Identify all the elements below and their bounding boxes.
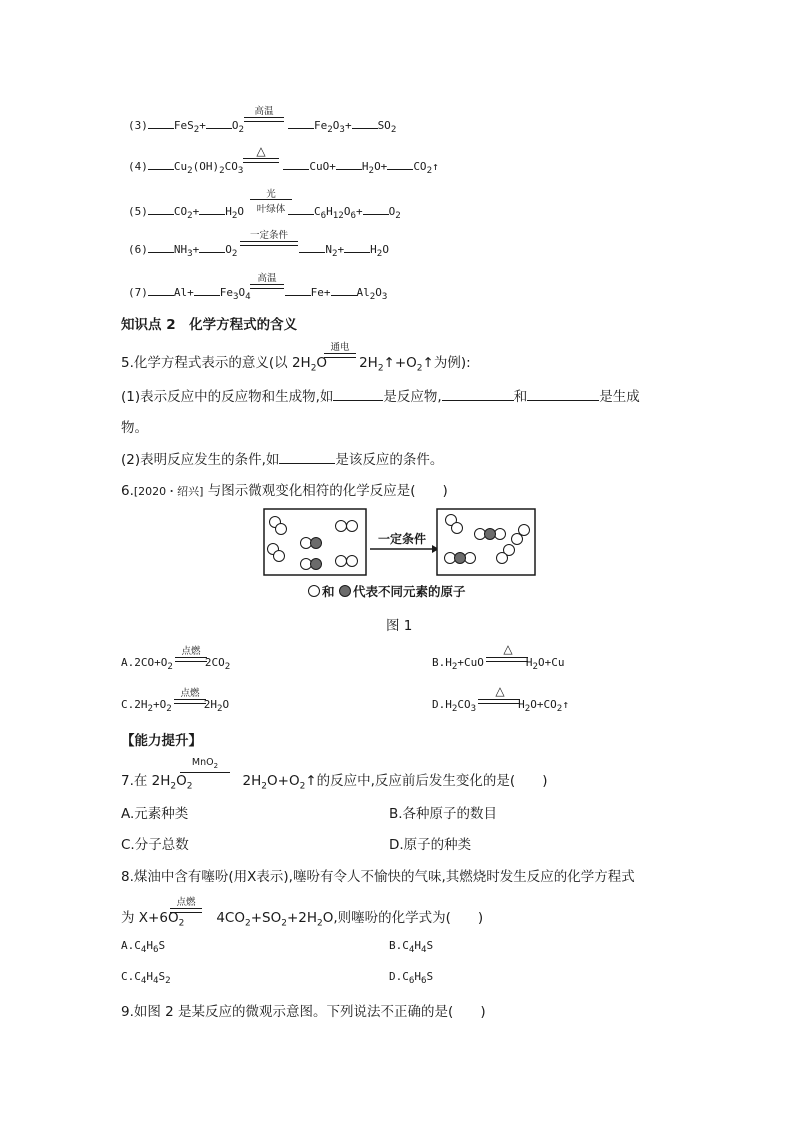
answer-blank[interactable] <box>279 451 335 464</box>
plus: + <box>344 119 352 132</box>
subscript: 4 <box>140 944 147 956</box>
text: 6. <box>121 483 134 499</box>
reaction-condition: △ <box>495 684 505 698</box>
item-number: (3) <box>128 119 148 132</box>
subscript: 2 <box>231 210 238 222</box>
text: 是该反应的条件。 <box>335 452 444 468</box>
formula: H <box>225 205 232 218</box>
subscript: 2 <box>187 210 193 222</box>
reaction-condition: 点燃 <box>176 897 196 908</box>
subscript: 2 <box>224 661 231 673</box>
equals-sign <box>486 657 528 662</box>
text: C.2H <box>121 698 148 711</box>
text: 2H <box>242 773 262 789</box>
subscript: 2 <box>369 291 376 303</box>
subscript: 2 <box>166 703 172 715</box>
formula: Al+ <box>173 286 194 299</box>
text: +SO <box>250 910 282 926</box>
text: CO <box>457 698 471 711</box>
formula: CuO+ <box>309 160 336 173</box>
gas-arrow: ↑ <box>562 698 569 711</box>
text: ↑的反应中,反应前后发生变化的是( ) <box>305 773 548 789</box>
reaction-condition: 点燃 <box>181 646 201 657</box>
equals-sign <box>324 353 356 358</box>
formula: Al <box>356 286 370 299</box>
subscript: 2 <box>186 781 193 792</box>
plus: + <box>199 119 206 132</box>
legend-white-atom <box>309 586 320 597</box>
subscript: 2 <box>377 363 384 374</box>
text: H <box>146 970 154 983</box>
equals-sign <box>478 699 520 704</box>
text: 2H <box>359 355 378 371</box>
subscript: 2 <box>170 781 177 792</box>
question-9-stem: 9.如图 2 是某反应的微观示意图。下列说法不正确的是( ) <box>121 1004 486 1020</box>
figure-1-diagram <box>262 506 540 602</box>
question-6-stem <box>121 479 448 499</box>
text: O <box>176 773 187 789</box>
text: S <box>158 970 166 983</box>
formula: O <box>343 205 351 218</box>
subscript: 12 <box>332 210 344 222</box>
white-atom <box>445 553 456 564</box>
q8-option-a[interactable] <box>121 939 165 955</box>
equals-sign <box>240 241 298 246</box>
formula: O <box>388 205 396 218</box>
gray-atom <box>311 559 322 570</box>
formula: O <box>231 119 239 132</box>
subscript: 2 <box>281 918 287 929</box>
reaction-condition: 高温 <box>254 106 274 117</box>
equation-4 <box>128 157 439 176</box>
white-atom <box>336 556 347 567</box>
subscript: 4 <box>245 291 251 303</box>
gray-atom <box>311 538 322 549</box>
reaction-bar <box>250 199 292 200</box>
subscript: 2 <box>451 661 458 673</box>
formula: (OH) <box>192 160 220 173</box>
gray-atom <box>485 529 496 540</box>
text: ↑为例): <box>422 355 471 371</box>
subscript: 2 <box>167 661 173 673</box>
text: +O <box>153 698 167 711</box>
formula: Fe <box>219 286 233 299</box>
formula: O <box>225 243 232 256</box>
equals-sign <box>174 699 206 704</box>
item-number: (4) <box>128 160 148 173</box>
item-number: (5) <box>128 205 148 218</box>
subscript: 6 <box>320 210 327 222</box>
subscript: 2 <box>451 703 458 715</box>
subscript: 3 <box>339 124 345 136</box>
arrow-label: 一定条件 <box>377 532 427 546</box>
white-atom <box>276 524 287 535</box>
plus: + <box>355 205 363 218</box>
subscript: 2 <box>390 124 397 136</box>
subscript: 3 <box>470 703 477 715</box>
reaction-condition: 点燃 <box>180 688 200 699</box>
formula: FeS <box>173 119 194 132</box>
reaction-condition: 通电 <box>330 342 350 353</box>
subscript: 2 <box>217 703 223 715</box>
text: 和 <box>513 389 528 405</box>
text: 4CO <box>216 910 245 926</box>
subscript: 4 <box>408 944 415 956</box>
subscript: 2 <box>327 124 333 136</box>
white-atom <box>519 525 530 536</box>
white-atom <box>465 553 476 564</box>
subscript: 2 <box>317 918 323 929</box>
equals-sign <box>244 117 284 122</box>
white-atom <box>497 553 508 564</box>
reaction-bar <box>180 772 230 773</box>
subscript: 3 <box>381 291 388 303</box>
reaction-condition-top: 光 <box>266 189 276 200</box>
subscript: 2 <box>395 210 401 222</box>
subscript: 2 <box>368 165 375 177</box>
question-5-part-1 <box>121 385 640 405</box>
subscript: 3 <box>187 248 193 260</box>
reaction-condition: 一定条件 <box>249 230 288 241</box>
subscript: 2 <box>416 363 423 374</box>
reaction-condition <box>180 757 230 770</box>
text: H <box>518 698 525 711</box>
text: D.H <box>432 698 452 711</box>
subscript: 2 <box>524 703 531 715</box>
subscript: 2 <box>299 781 306 792</box>
subscript: 6 <box>421 975 427 987</box>
subscript: 2 <box>532 661 539 673</box>
subscript: 3 <box>233 291 239 303</box>
subscript: 2 <box>426 165 433 177</box>
white-atom <box>347 556 358 567</box>
formula: N <box>325 243 333 256</box>
text: H <box>525 656 533 669</box>
white-atom <box>347 521 358 532</box>
subscript: 2 <box>193 124 200 136</box>
subscript: 2 <box>165 975 171 987</box>
equals-sign <box>250 284 284 289</box>
reaction-condition: 高温 <box>257 273 277 284</box>
formula: Fe+ <box>310 286 331 299</box>
white-atom <box>512 534 523 545</box>
question-5-stem <box>121 351 471 374</box>
subscript: 2 <box>238 124 245 136</box>
subscript: 2 <box>231 248 238 260</box>
section-heading: 知识点 2 化学方程式的含义 <box>121 317 298 333</box>
subscript: 2 <box>178 918 185 929</box>
subscript: 4 <box>421 944 427 956</box>
section-heading: 【能力提升】 <box>121 733 202 749</box>
answer-blank[interactable] <box>333 388 383 401</box>
subscript: 6 <box>350 210 356 222</box>
question-8-stem-line-1: 8.煤油中含有噻吩(用X表示),噻吩有令人不愉快的气味,其燃烧时发生反应的化学方程式 <box>121 869 635 885</box>
formula: O <box>382 243 389 256</box>
text: O+O <box>267 773 300 789</box>
subscript: 3 <box>237 165 244 177</box>
gray-atom <box>455 553 466 564</box>
formula: NH <box>173 243 188 256</box>
subscript: 2 <box>261 781 268 792</box>
plus: + <box>192 205 200 218</box>
formula: Cu <box>173 160 188 173</box>
text: B.H <box>432 656 452 669</box>
white-atom <box>495 529 506 540</box>
formula: H <box>361 160 369 173</box>
text: O+Cu <box>538 656 565 669</box>
formula: O+ <box>374 160 388 173</box>
text: B.C <box>389 939 409 952</box>
text: A.C <box>121 939 141 952</box>
text: H <box>414 970 422 983</box>
text: 是反应物, <box>383 389 442 405</box>
subscript: 2 <box>219 165 225 177</box>
white-atom <box>452 523 463 534</box>
formula: H <box>326 205 333 218</box>
text: O <box>316 355 328 371</box>
white-atom <box>475 529 486 540</box>
formula: O <box>375 286 382 299</box>
text: H <box>414 939 422 952</box>
text: +CuO <box>457 656 484 669</box>
figure-1-caption: 图 1 <box>386 618 413 634</box>
question-5-part-2 <box>121 448 443 468</box>
item-number: (7) <box>128 286 148 299</box>
text: O,则噻吩的化学式为( ) <box>322 910 484 926</box>
white-atom <box>336 521 347 532</box>
answer-blank[interactable] <box>442 388 514 401</box>
formula: O <box>238 286 246 299</box>
subscript: 2 <box>376 248 383 260</box>
answer-blank[interactable] <box>527 388 599 401</box>
text: O <box>222 698 230 711</box>
reaction-condition: △ <box>503 642 513 656</box>
white-atom <box>274 551 285 562</box>
formula: C <box>314 205 321 218</box>
subscript: 2 <box>213 761 219 770</box>
formula: O <box>237 205 245 218</box>
subscript: 6 <box>153 944 159 956</box>
text: 是生成 <box>599 389 640 405</box>
text: 为 X+6O <box>121 910 179 926</box>
text: (1)表示反应中的反应物和生成物,如 <box>121 389 334 405</box>
text: S <box>426 939 434 952</box>
subscript: 2 <box>310 363 317 374</box>
text: 2CO <box>204 656 225 669</box>
text: H <box>146 939 154 952</box>
text: D.C <box>389 970 409 983</box>
subscript: 6 <box>408 975 415 987</box>
plus: + <box>192 243 200 256</box>
formula: H <box>370 243 377 256</box>
equals-sign <box>175 657 207 662</box>
source-tag: [2020・绍兴] <box>133 485 204 498</box>
q7-option-b[interactable]: B.各种原子的数目 <box>389 806 498 822</box>
formula: SO <box>377 119 391 132</box>
text: S <box>426 970 434 983</box>
text: O+CO <box>530 698 557 711</box>
text: S <box>158 939 166 952</box>
text: 5.化学方程式表示的意义(以 2H <box>121 355 311 371</box>
q8-option-c[interactable] <box>121 970 171 986</box>
q8-option-d[interactable] <box>389 970 433 986</box>
subscript: 2 <box>187 165 193 177</box>
q7-option-d[interactable]: D.原子的种类 <box>389 837 472 853</box>
white-atom <box>301 559 312 570</box>
text: +2H <box>286 910 318 926</box>
subscript: 2 <box>244 918 251 929</box>
q7-option-a[interactable]: A.元素种类 <box>121 806 189 822</box>
legend-gray-atom <box>340 586 351 597</box>
item-number: (6) <box>128 243 148 256</box>
question-5-part-1-cont: 物。 <box>121 420 148 436</box>
reaction-condition: △ <box>256 144 266 158</box>
legend-text: 代表不同元素的原子 <box>353 584 466 599</box>
subscript: 2 <box>147 703 154 715</box>
white-atom <box>301 538 312 549</box>
text: ↑+O <box>383 355 417 371</box>
subscript: 2 <box>556 703 563 715</box>
text: A.2CO+O <box>121 656 168 669</box>
formula: O <box>332 119 340 132</box>
legend-text-and: 和 <box>322 584 335 599</box>
text: (2)表明反应发生的条件,如 <box>121 452 280 468</box>
text: 与图示微观变化相符的化学反应是( ) <box>203 483 448 499</box>
text: 7.在 2H <box>121 773 171 789</box>
reaction-condition-bottom: 叶绿体 <box>256 204 286 215</box>
formula: Fe <box>314 119 328 132</box>
subscript: 2 <box>332 248 338 260</box>
q8-option-b[interactable] <box>389 939 433 955</box>
plus: + <box>337 243 345 256</box>
formula: CO <box>224 160 238 173</box>
subscript: 4 <box>140 975 147 987</box>
formula: CO <box>173 205 188 218</box>
gas-arrow: ↑ <box>432 160 439 173</box>
text: 2H <box>203 698 218 711</box>
catalyst: MnO <box>191 757 214 768</box>
formula: CO <box>413 160 427 173</box>
subscript: 4 <box>153 975 159 987</box>
equals-sign <box>170 908 202 913</box>
q7-option-c[interactable]: C.分子总数 <box>121 837 189 853</box>
equals-sign <box>243 158 279 163</box>
text: C.C <box>121 970 141 983</box>
